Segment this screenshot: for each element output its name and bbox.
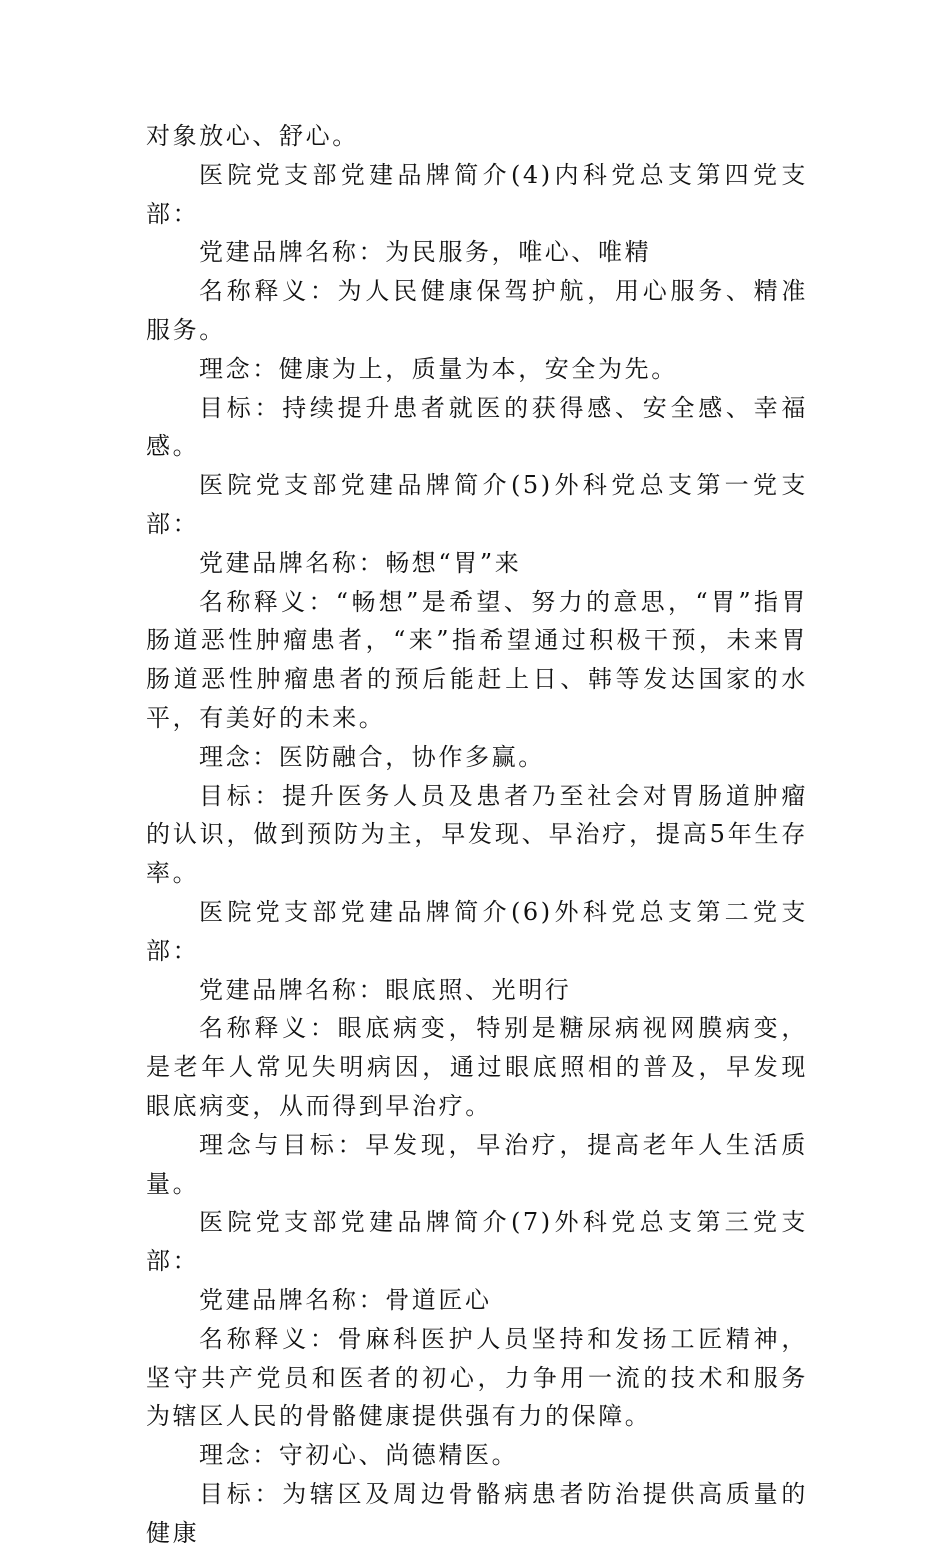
- concept-goal-paragraph: 理念与目标：早发现，早治疗，提高老年人生活质量。: [146, 1130, 808, 1198]
- goal-paragraph: 目标：提升医务人员及患者乃至社会对胃肠道肿瘤的认识，做到预防为主，早发现、早治疗，提高5年生存率。: [146, 781, 808, 888]
- branch-heading-7: 医院党支部党建品牌简介(7)外科党总支第三党支部：: [146, 1208, 808, 1276]
- branch-heading-4: 医院党支部党建品牌简介(4)内科党总支第四党支部：: [146, 160, 808, 228]
- document-body: [146, 117, 808, 1552]
- brand-name-paragraph: 党建品牌名称：为民服务，唯心、唯精: [199, 238, 652, 267]
- name-explanation-paragraph: 名称释义：眼底病变，特别是糖尿病视网膜病变，是老年人常见失明病因，通过眼底照相的普及，早发现眼底病变，从而得到早治疗。: [146, 1014, 808, 1120]
- name-explanation-paragraph: 名称释义：为人民健康保驾护航，用心服务、精准服务。: [146, 277, 808, 344]
- paragraph: 对象放心、舒心。: [146, 122, 359, 150]
- name-explanation-paragraph: 名称释义：“畅想”是希望、努力的意思，“胃”指胃肠道恶性肿瘤患者，“来”指希望通过积极干预，未来胃肠道恶性肿瘤患者的预后能赶上日、韩等发达国家的水平，有美好的未来。: [146, 587, 808, 732]
- brand-name-paragraph: 党建品牌名称：骨道匠心: [199, 1285, 492, 1314]
- branch-heading-6: 医院党支部党建品牌简介(6)外科党总支第二党支部：: [146, 897, 808, 965]
- name-explanation-paragraph: 名称释义：骨麻科医护人员坚持和发扬工匠精神，坚守共产党员和医者的初心，力争用一流的技术和服务为辖区人民的骨骼健康提供强有力的保障。: [146, 1324, 808, 1431]
- concept-paragraph: 理念：医防融合，协作多赢。: [199, 742, 545, 771]
- concept-paragraph: 理念：健康为上，质量为本，安全为先。: [199, 354, 678, 383]
- concept-paragraph: 理念：守初心、尚德精医。: [199, 1441, 519, 1470]
- branch-heading-5: 医院党支部党建品牌简介(5)外科党总支第一党支部：: [146, 471, 808, 538]
- brand-name-paragraph: 党建品牌名称：畅想“胃”来: [199, 548, 522, 577]
- goal-paragraph: 目标：为辖区及周边骨骼病患者防治提供高质量的健康: [146, 1479, 808, 1547]
- goal-paragraph: 目标：持续提升患者就医的获得感、安全感、幸福感。: [146, 393, 808, 461]
- brand-name-paragraph: 党建品牌名称：眼底照、光明行: [199, 975, 572, 1004]
